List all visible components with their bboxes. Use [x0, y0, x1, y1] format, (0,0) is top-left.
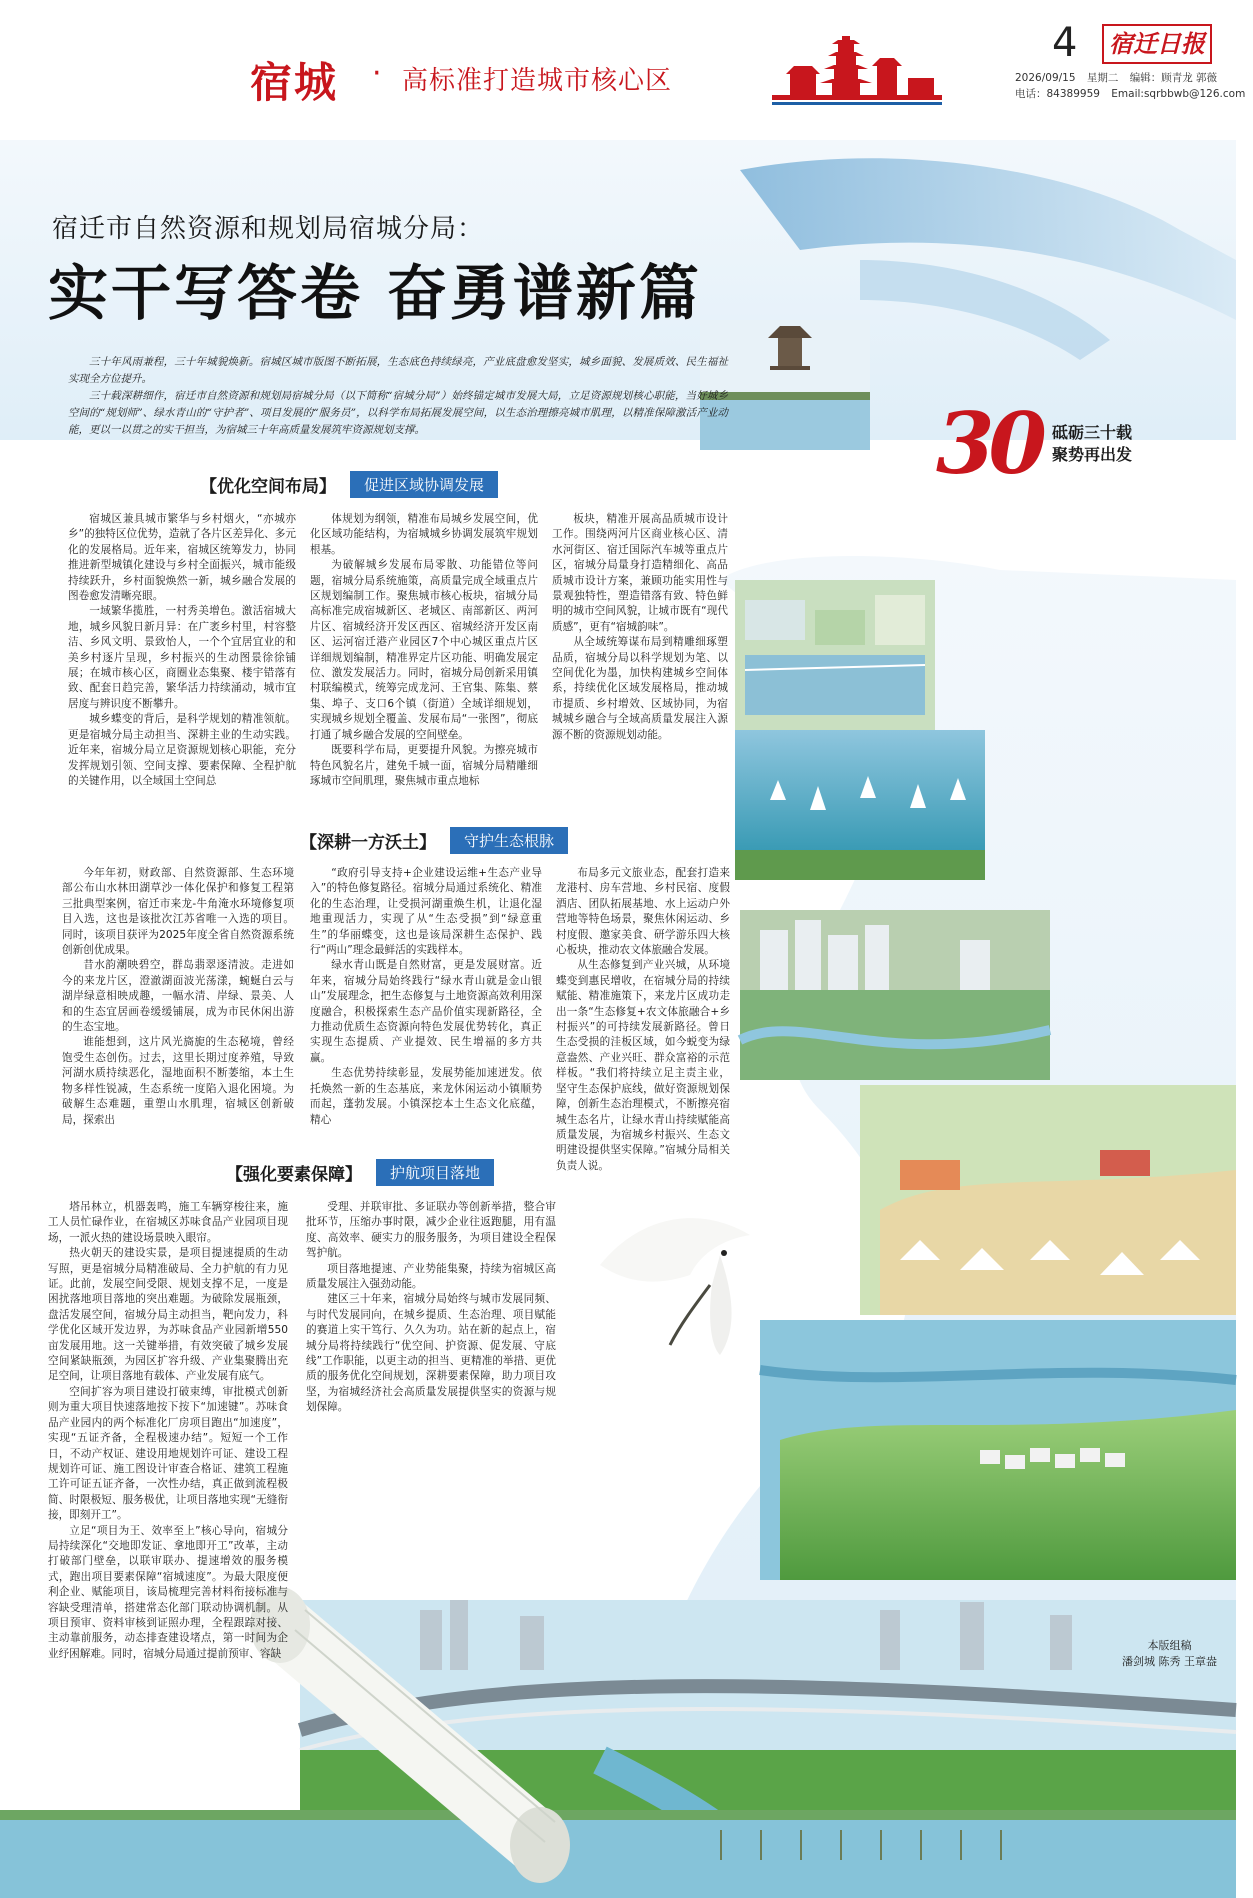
email: Email:sqrbbwb@126.com: [1111, 88, 1246, 100]
body-paragraph: 从生态修复到产业兴城，从环境蝶变到惠民增收，在宿城分局的持续赋能、精准施策下，来龙片区成功走出一条“生态修复+农文体旅融合+乡村振兴”的可持续发展新路径。曾日生态受损的洼板区域，如今蜕变为绿意盎然、产业兴旺、群众富裕的示范样板。“我们将持续立足主责主业，坚守生态保护底线，做好资源规划保障，创新生态治理模式，不断擦亮宿城生态名片，让绿水青山持续赋能高质量发展，为宿城乡村振兴、生态文明建设提供坚实保障。”宿城分局相关负责人说。: [556, 959, 730, 1172]
body-paragraph: 热火朝天的建设实景，是项目提速提质的生动写照，更是宿城分局精准破局、全力护航的有力见证。此前，发展空间受限、规划支撑不足，一度是困扰落地项目落地的突出难题。为破除发展瓶颈，盘活发展空间，宿城分局主动担当，靶向发力，科学优化区域开发边界，为苏味食品产业园新增550亩发展用地。这一关键举措，有效突破了城乡发展空间紧缺瓶颈，为园区扩容升级、产业集聚腾出充足空间，让项目落地有载体、产业发展有底气。: [48, 1247, 288, 1383]
body-paragraph: 从全域统筹谋布局到精雕细琢塑品质，宿城分局以科学规划为笔、以空间优化为墨，加快构建城乡空间体系，持续优化区域发展格局，推动城市提质、乡村增效、区域协同，为宿城城乡融合与全域高质量发展注入源源不断的资源规划动能。: [552, 636, 728, 741]
body-paragraph: 城乡蝶变的背后，是科学规划的精准领航。更是宿城分局主动担当、深耕主业的生动实践。近年来，宿城分局立足资源规划核心职能，充分发挥规划引领、空间支撑、要素保障、全程护航的关键作用，以全域国土空间总: [68, 713, 296, 787]
section-1-column-1: [68, 512, 296, 810]
body-paragraph: 空间扩容为项目建设打破束缚，审批模式创新则为重大项目快速落地按下按下“加速键”。苏味食品产业园内的两个标准化厂房项目跑出“加速度”，实现“五证齐备，全程极速办结”。短短一个工作日，不动产权证、建设用地规划许可证、建设工程规划许可证、施工图设计审查合格证、建筑工程施工许可证五证齐备，一次性办结，真正做到流程极简、时限极短、服务极优，让项目落地实现“无缝衔接，即刻开工”。: [48, 1385, 288, 1522]
body-paragraph: 生态优势持续彰显，发展势能加速迸发。依托焕然一新的生态基底，来龙休闲运动小镇顺势而起，蓬勃发展。小镇深挖本土生态文化底蕴，精心: [310, 1067, 542, 1126]
section-subtitle: 高标准打造城市核心区: [402, 66, 673, 96]
body-paragraph: 项目落地提速、产业势能集聚，持续为宿城区高质量发展注入强劲动能。: [306, 1262, 556, 1291]
body-paragraph: 谁能想到，这片风光旖旎的生态秘境，曾经饱受生态创伤。过去，这里长期过度养殖，导致河湖水质持续恶化，湿地面积不断萎缩，本土生物多样性锐减，生态系统一度陷入退化困境。为破解生态难题，重塑山水肌理，宿城区创新破局，探索出: [62, 1036, 294, 1126]
section-3-column-1: [48, 1200, 288, 1690]
anniversary-badge: [936, 394, 1206, 493]
body-paragraph: 塔吊林立，机器轰鸣，施工车辆穿梭往来，施工人员忙碌作业，在宿城区苏味食品产业园项目现场，一派火热的建设场景映入眼帘。: [48, 1201, 288, 1244]
body-paragraph: 布局多元文旅业态，配套打造来龙港村、房车营地、乡村民宿、度假酒店、团队拓展基地、水上运动户外营地等特色场景，聚焦休闲运动、乡村度假、邀家美食、研学游乐四大核心板块，推动农文体旅融合发展。: [556, 867, 730, 957]
credits-names: 潘剑城 陈秀 王章盎: [1122, 1655, 1217, 1668]
page-headline: 实干写答卷 奋勇谱新篇: [48, 259, 702, 329]
section-2-column-1: [62, 866, 294, 1146]
badge-number: 30: [936, 394, 1041, 493]
badge-slogan: [1052, 422, 1132, 466]
kicker: 宿迁市自然资源和规划局宿城分局：: [52, 214, 485, 244]
masthead: [0, 0, 1246, 110]
body-paragraph: 受理、并联审批、多证联办等创新举措，整合审批环节，压缩办事时限，减少企业往返跑腿，用有温度、高效率、硬实力的服务服务，为项目建设全程保驾护航。: [306, 1201, 556, 1260]
issue-date: 2026/09/15: [1015, 72, 1076, 84]
section-separator: ·: [372, 56, 382, 91]
body-paragraph: “政府引导支持+企业建设运维+生态产业导入”的特色修复路径。宿城分局通过系统化、精准化的生态治理，让受损河湖重焕生机，让退化湿地重现活力，实现了从“生态受损”到“绿意重生”的华丽蝶变，这也是该局深耕生态保护、践行“两山”理念最鲜活的实践样本。: [310, 867, 542, 957]
section-3-column-2: [306, 1200, 556, 1490]
section-header-ecology: [300, 826, 568, 854]
body-paragraph: 既要科学布局，更要提升风貌。为擦亮城市特色风貌名片，建免千城一面，宿城分局精雕细琢城市空间肌理，聚焦城市重点地标: [310, 744, 538, 787]
section-1-column-2: [310, 512, 538, 810]
badge-line: 砥砺三十载: [1052, 423, 1133, 442]
body-paragraph: 为破解城乡发展布局零散、功能错位等问题，宿城分局系统施策，高质量完成全域重点片区规划编制工作。聚焦城市核心板块，宿城分局高标准完成宿城新区、老城区、南部新区、两河片区、宿城经济开发区西区、宿城经济开发区南区、运河宿迁港产业园区7个中心城区重点片区详细规划编制，精准界定片区功能、明确发展定位、激发发展活力。同时，宿城分局创新采用镇村联编模式，统筹完成龙河、王官集、陈集、蔡集、埠子、支口6个镇（街道）全域详细规划，实现城乡规划全覆盖、发展布局“一张图”，彻底打通了城乡融合发展的空间壁垒。: [310, 559, 538, 741]
section-1-column-3: [552, 512, 728, 810]
egret-illustration: [600, 1218, 750, 1355]
body-paragraph: 建区三十年来，宿城分局始终与城市发展同频、与时代发展同向，在城乡提质、生态治理、项目赋能的赛道上实干笃行、久久为功。站在新的起点上，宿城分局将持续践行“优空间、护资源、促发展、守底线”工作职能，以更主动的担当、更精准的举措、更优质的服务优化空间规划，深耕要素保障，助力项目攻坚，为宿城经济社会高质量发展提供坚实的资源与规划保障。: [306, 1293, 556, 1414]
body-paragraph: 板块，精准开展高品质城市设计工作。围绕两河片区商业核心区、清水河街区、宿迁国际汽车城等重点片区，宿城分局量身打造精细化、高品质城市设计方案，兼顾功能实用性与景观独特性，塑造错落有致、特色鲜明的城市空间风貌，让城市既有“现代质感”，更有“宿城韵味”。: [552, 513, 728, 633]
section-tag: 促进区域协调发展: [350, 471, 498, 498]
phone: 电话：84389959: [1015, 88, 1100, 100]
page-credits: [1122, 1638, 1217, 1670]
badge-line: 聚势再出发: [1052, 445, 1133, 464]
pagoda-skyline-icon: [772, 26, 942, 108]
body-paragraph: 绿水青山既是自然财富，更是发展财富。近年来，宿城分局始终践行“绿水青山就是金山银山”发展理念，把生态修复与土地资源高效利用深度融合，积极探索生态产品价值实现新路径，全力推动优质生态资源向特色发展优势转化，真正实现生态提质、产业提效、民生增福的多方共赢。: [310, 959, 542, 1064]
section-title: 宿城: [250, 58, 339, 107]
body-paragraph: 今年年初，财政部、自然资源部、生态环境部公布山水林田湖草沙一体化保护和修复工程第三批典型案例，宿迁市来龙-牛角淹水环境修复项目入选，这也是该批次江苏省唯一入选的项目。同时，该项目获评为2025年度全省自然资源系统创新创优成果。: [62, 867, 294, 957]
section-tag: 护航项目落地: [376, 1159, 494, 1186]
section-label: 【优化空间布局】: [200, 476, 336, 497]
section-header-spatial-layout: [200, 470, 498, 498]
issue-weekday: 星期二: [1086, 72, 1119, 84]
page-number: 4: [1052, 20, 1078, 66]
section-label: 【强化要素保障】: [226, 1164, 362, 1185]
contact-info: [1015, 86, 1253, 101]
body-paragraph: 体规划为纲领，精准布局城乡发展空间，优化区域功能结构，为宿城城乡协调发展筑牢规划根基。: [310, 513, 538, 556]
section-2-column-2: [310, 866, 542, 1146]
section-label: 【深耕一方沃土】: [300, 832, 436, 853]
lead-paragraph: 三十年风雨兼程，三十年城貌焕新。宿城区城市版图不断拓展，生态底色持续绿亮，产业底盘愈发坚实，城乡面貌、发展质效、民生福祉实现全方位提升。: [68, 356, 728, 385]
lead-paragraph: 三十载深耕细作，宿迁市自然资源和规划局宿城分局（以下简称“宿城分局”）始终锚定城市发展大局，立足资源规划核心职能，当好城乡空间的“规划师”、绿水青山的“守护者”、项目发展的“服务员”，以科学布局拓展发展空间，以生态治理擦亮城市肌理，以精准保障激活产业动能，更以一以贯之的实干担当，为宿城三十年高质量发展筑牢资源规划支撑。: [68, 390, 728, 436]
body-paragraph: 宿城区兼具城市繁华与乡村烟火，“亦城亦乡”的独特区位优势，造就了各片区差异化、多元化的发展格局。近年来，宿城区统筹发力，协同推进新型城镇化建设与乡村全面振兴，城市能级持续跃升，乡村面貌焕然一新，城乡融合发展的图卷愈发清晰亮眼。: [68, 513, 296, 603]
issue-info: [1015, 70, 1225, 85]
newspaper-logo: 宿迁日报: [1102, 24, 1212, 64]
lead-paragraphs: [68, 354, 728, 439]
section-2-column-3: [556, 866, 730, 1172]
body-paragraph: 昔水韵潮映碧空，群岛翡翠逐清波。走进如今的来龙片区，澄澈湖面波光荡漾，蜿蜒白云与湖岸绿意相映成趣，一幅水清、岸绿、景美、人和的生态宜居画卷缓缓铺展，成为市民休闲出游的生态宝地。: [62, 959, 294, 1034]
section-tag: 守护生态根脉: [450, 827, 568, 854]
credits-label: 本版组稿: [1147, 1639, 1192, 1652]
editors: 编辑：顾青龙 郭薇: [1129, 72, 1218, 84]
body-paragraph: 立足“项目为王、效率至上”核心导向，宿城分局持续深化“交地即发证、拿地即开工”改革，主动打破部门壁垒，以联审联办、提速增效的服务模式，跑出项目要素保障“宿城速度”。为最大限度便利企业、赋能项目，该局梳理完善材料衔接标准与容缺受理清单，搭建常态化部门联动协调机制。从项目预审、资料审核到证照办理，全程跟踪对接、主动靠前服务，动态排查建设堵点，第一时间为企业纾困解难。同时，宿城分局通过提前预审、容缺: [48, 1524, 288, 1660]
body-paragraph: 一域繁华揽胜，一村秀美增色。激活宿城大地，城乡风貌日新月异：在广袤乡村里，村容整洁、乡风文明、景致怡人，一个个宜居宜业的和美乡村逐片呈现，乡村振兴的生动图景徐徐铺展；在城市核心区，商圈业态集聚、楼宇错落有致、配套日趋完善，繁华活力持续涌动，城市宜居度与辨识度不断攀升。: [68, 605, 296, 710]
section-header-project-support: [226, 1158, 494, 1186]
